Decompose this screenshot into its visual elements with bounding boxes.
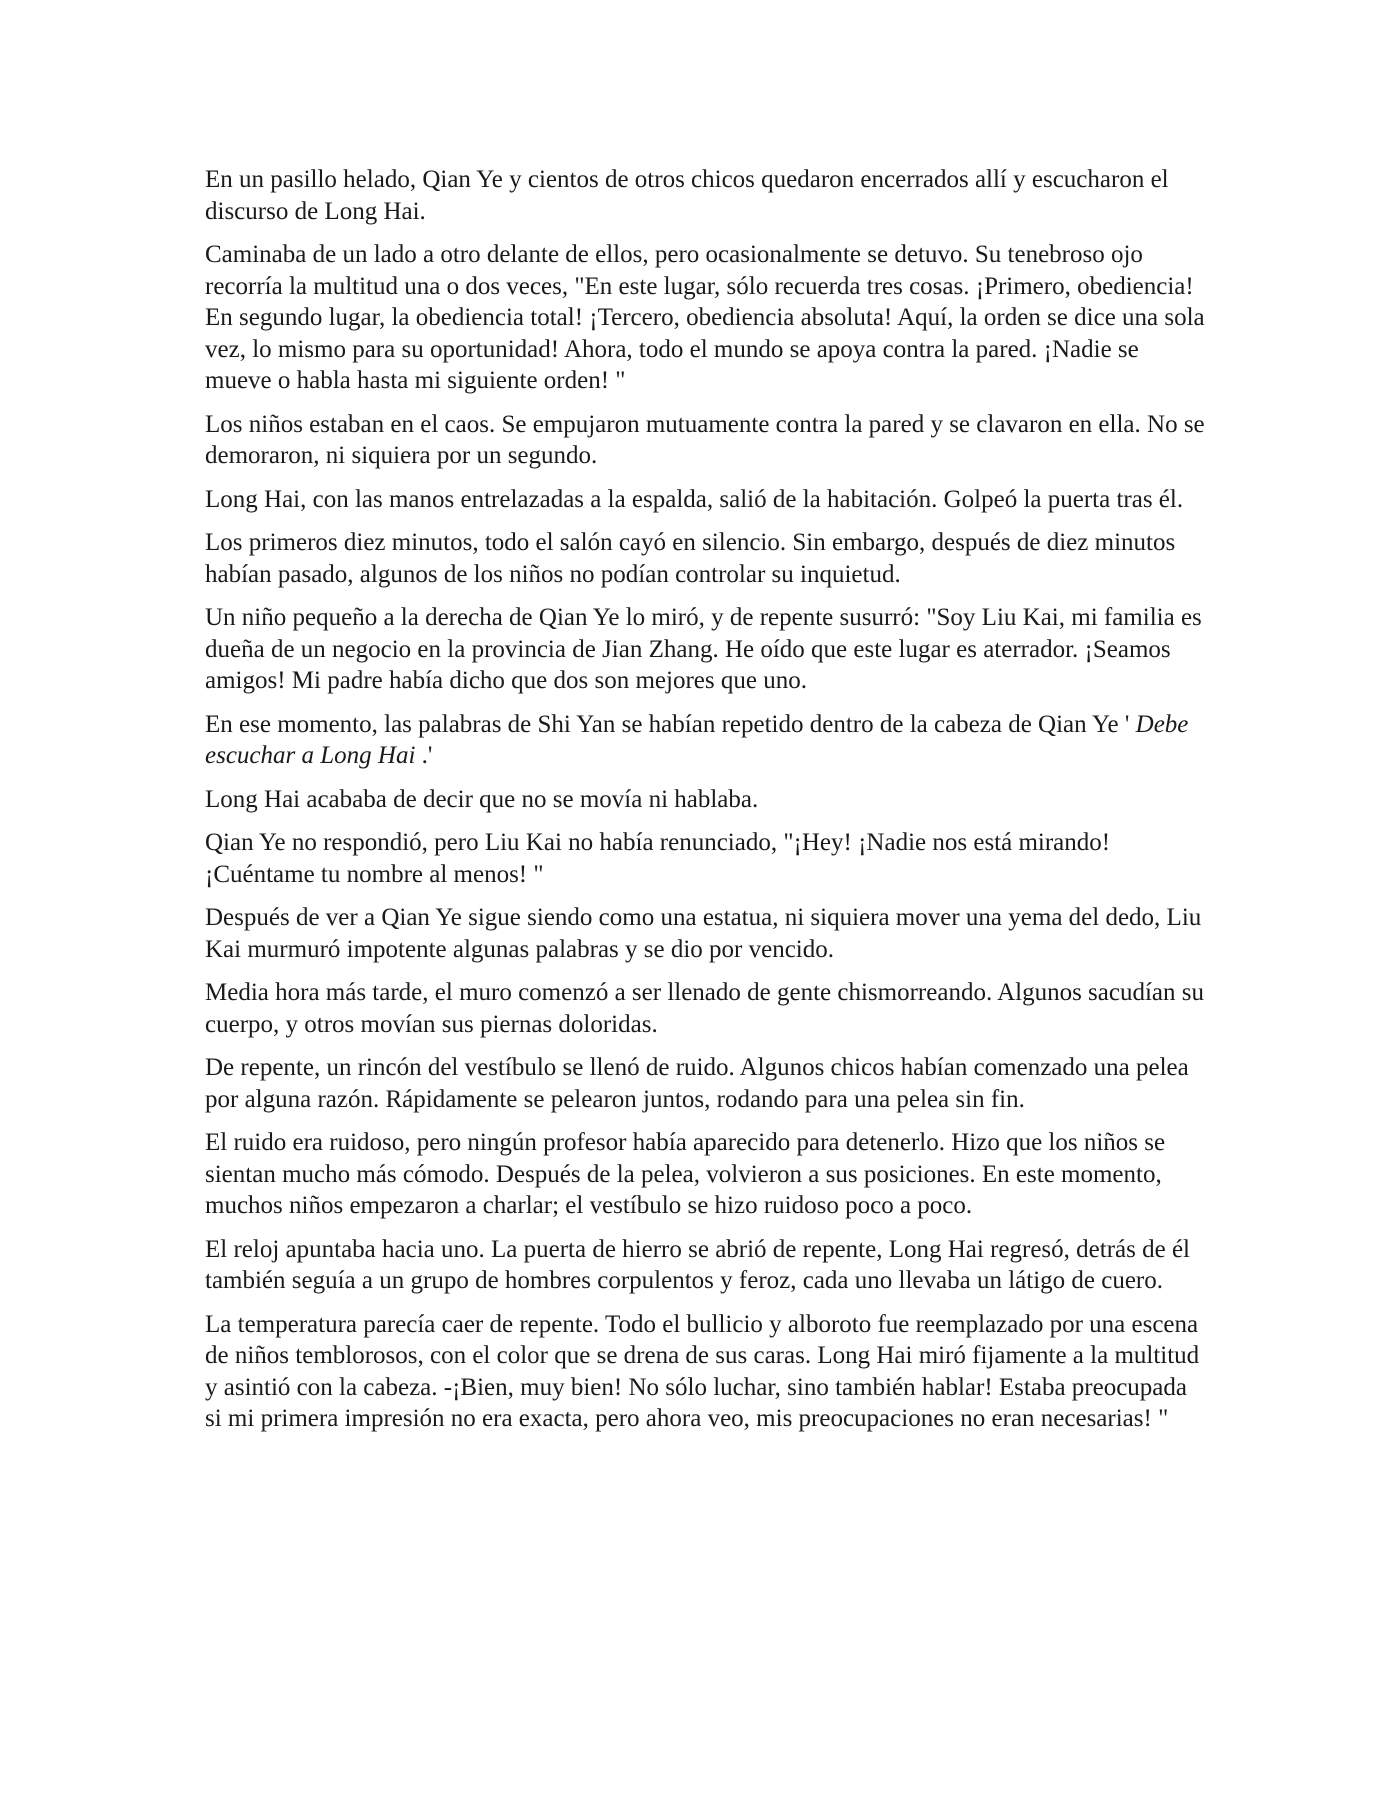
paragraph-14: El reloj apuntaba hacia uno. La puerta de hierro se abrió de repente, Long Hai regresó, detrás de él también seguía a un grupo de hombres corpulentos y feroz, cada uno llevaba un látigo de cuero. [205, 1235, 1190, 1294]
paragraph-7-italic: Debe escuchar a Long Hai [205, 710, 1189, 769]
paragraph-15: La temperatura parecía caer de repente. Todo el bullicio y alboroto fue reemplazado por una escena de niños temblorosos, con el color que se drena de sus caras. Long Hai miró fijamente a la multitud y asintió con la cabeza. -¡Bien, muy bien! No sólo luchar, sino también hablar! Estaba preocupada si mi primera impresión no era exacta, pero ahora veo, mis preocupaciones no eran necesarias! " [205, 1310, 1200, 1432]
paragraph-13: El ruido era ruidoso, pero ningún profesor había aparecido para detenerlo. Hizo que los niños se sientan mucho más cómodo. Después de la pelea, volvieron a sus posiciones. En este momento, muchos niños empezaron a charlar; el vestíbulo se hizo ruidoso poco a poco. [205, 1129, 1166, 1219]
paragraph-5: Los primeros diez minutos, todo el salón cayó en silencio. Sin embargo, después de diez minutos habían pasado, algunos de los niños no podían controlar su inquietud. [205, 529, 1176, 588]
paragraph-1: En un pasillo helado, Qian Ye y cientos de otros chicos quedaron encerrados allí y escucharon el discurso de Long Hai. [205, 166, 1169, 225]
document-body [205, 164, 1205, 1447]
paragraph-10: Después de ver a Qian Ye sigue siendo como una estatua, ni siquiera mover una yema del dedo, Liu Kai murmuró impotente algunas palabras y se dio por vencido. [205, 904, 1202, 963]
paragraph-2: Caminaba de un lado a otro delante de ellos, pero ocasionalmente se detuvo. Su tenebroso ojo recorría la multitud una o dos veces, "En este lugar, sólo recuerda tres cosas. ¡Primero, obediencia! En segundo lugar, la obediencia total! ¡Tercero, obediencia absoluta! Aquí, la orden se dice una sola vez, lo mismo para su oportunidad! Ahora, todo el mundo se apoya contra la pared. ¡Nadie se mueve o habla hasta mi siguiente orden! " [205, 241, 1205, 394]
paragraph-7-end: .' [415, 742, 433, 769]
paragraph-7-text: En ese momento, las palabras de Shi Yan se habían repetido dentro de la cabeza de Qian Ye ' [205, 710, 1136, 738]
paragraph-3: Los niños estaban en el caos. Se empujaron mutuamente contra la pared y se clavaron en ella. No se demoraron, ni siquiera por un segundo. [205, 410, 1205, 469]
paragraph-11: Media hora más tarde, el muro comenzó a ser llenado de gente chismorreando. Algunos sacudían su cuerpo, y otros movían sus piernas doloridas. [205, 979, 1204, 1038]
paragraph-4: Long Hai, con las manos entrelazadas a la espalda, salió de la habitación. Golpeó la puerta tras él. [205, 485, 1184, 513]
paragraph-9: Qian Ye no respondió, pero Liu Kai no había renunciado, "¡Hey! ¡Nadie nos está mirando! ¡Cuéntame tu nombre al menos! " [205, 829, 1111, 888]
paragraph-7 [205, 709, 1205, 772]
paragraph-12: De repente, un rincón del vestíbulo se llenó de ruido. Algunos chicos habían comenzado una pelea por alguna razón. Rápidamente se pelearon juntos, rodando para una pelea sin fin. [205, 1054, 1189, 1113]
paragraph-6: Un niño pequeño a la derecha de Qian Ye lo miró, y de repente susurró: "Soy Liu Kai, mi familia es dueña de un negocio en la provincia de Jian Zhang. He oído que este lugar es aterrador. ¡Seamos amigos! Mi padre había dicho que dos son mejores que uno. [205, 604, 1202, 694]
paragraph-8: Long Hai acababa de decir que no se movía ni hablaba. [205, 785, 759, 813]
